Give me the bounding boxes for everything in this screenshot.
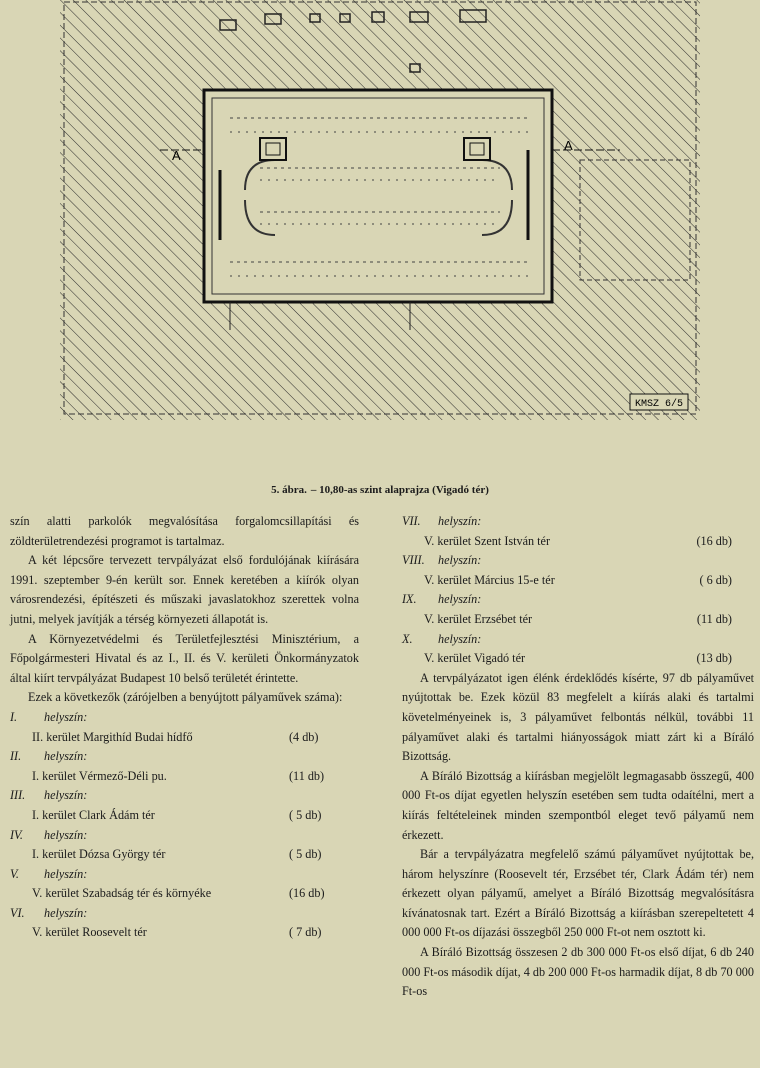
- left-paragraph-1: szín alatti parkolók megvalósítása forgalomcsillapítási és zöldterületrendezési programot is tartalmaz.: [10, 514, 359, 548]
- garage-outline: [204, 90, 552, 302]
- drawing-stamp: KMSZ 6/5: [635, 399, 684, 410]
- location-heading: III. helyszín:: [10, 788, 88, 803]
- location-heading: VII. helyszín:: [402, 514, 482, 528]
- location-item: V. kerület Roosevelt tér ( 7 db): [32, 925, 322, 940]
- figure-caption: [0, 484, 760, 496]
- left-paragraph-2: A két lépcsőre tervezett tervpályázat első fordulójának kiírására 1991. szeptember 9-én került sor. Ennek keretében a kiírók olyan városrendezési, építészeti és műszaki javaslatokhoz szerettek volna jutni, melyek javítják a térség környezeti állapotát is.: [10, 553, 359, 626]
- right-paragraph-3: Bár a tervpályázatra megfelelő számú pályaművet nyújtottak be, három helyszínre (Roosevelt tér, Erzsébet tér, Clark Ádám tér) nem érkezett olyan pályamű, amelyet a Bíráló Bizottság megvalósításra kívánatosnak tart. Ezért a Bíráló Bizottság a kiírásban szerepeltetett 4 000 000 Ft-os díjazási összegből 250 000 Ft-ot nem osztott ki.: [402, 847, 754, 940]
- location-item: V. kerület Vigadó tér (13 db): [424, 651, 732, 666]
- stair-core-left: [260, 138, 286, 160]
- left-paragraph-3: A Környezetvédelmi és Területfejlesztési Minisztérium, a Főpolgármesteri Hivatal és az I., II. és V. kerületi Önkormányzatok által kiírt tervpályázat Budapest 10 belső területét érintette.: [10, 631, 359, 685]
- location-item: I. kerület Vérmező-Déli pu. (11 db): [32, 768, 325, 783]
- section-label-right: A: [564, 138, 573, 153]
- caption-text: – 10,80-as szint alaprajza (Vigadó tér): [310, 484, 489, 496]
- right-paragraph-2: A Bíráló Bizottság a kiírásban megjelölt legmagasabb összegű, 400 000 Ft-os díjat egyetlen helyszín esetében sem tudta odaítélni, mert a kiírás feltételeinek minden szempontból eleget tevő pályamű nem érkezett.: [402, 768, 754, 842]
- location-item: I. kerület Dózsa György tér ( 5 db): [32, 847, 322, 862]
- caption-number: 5. ábra.: [271, 484, 307, 496]
- location-heading: X. helyszín:: [402, 631, 482, 646]
- location-list-right: [402, 512, 754, 669]
- location-heading: VI. helyszín:: [10, 905, 88, 920]
- location-heading: VIII. helyszín:: [402, 553, 482, 568]
- location-item: V. kerület Szent István tér (16 db): [424, 533, 732, 548]
- location-item: V. kerület Erzsébet tér (11 db): [424, 611, 732, 626]
- location-item: II. kerület Margithíd Budai hídfő (4 db): [32, 729, 319, 744]
- floor-plan-figure: [60, 0, 700, 420]
- location-item: V. kerület Szabadság tér és környéke (16 db): [32, 886, 325, 901]
- location-item: I. kerület Clark Ádám tér ( 5 db): [32, 807, 322, 822]
- section-label-left: A: [172, 148, 181, 163]
- location-heading: I. helyszín:: [10, 709, 88, 724]
- location-heading: IV. helyszín:: [10, 827, 88, 842]
- stair-core-right: [464, 138, 490, 160]
- location-heading: V. helyszín:: [10, 866, 88, 881]
- right-paragraph-1: A tervpályázatot igen élénk érdeklődés kísérte, 97 db pályaművet nyújtottak be. Ezek közül 83 megfelelt a kiírás alaki és tartalmi követelményeinek is, 3 pályaművet felbontás nélkül, további 11 pályaművet alaki és tartalmi hiányosságok miatt zárt ki a Bíráló Bizottság.: [402, 670, 754, 764]
- location-heading: II. helyszín:: [10, 749, 88, 764]
- location-heading: IX. helyszín:: [402, 592, 482, 607]
- location-list-left: [10, 708, 359, 943]
- left-column: [10, 512, 359, 943]
- right-column: [402, 512, 754, 1002]
- location-item: V. kerület Március 15-e tér ( 6 db): [424, 572, 732, 587]
- left-paragraph-4: Ezek a következők (zárójelben a benyújtott pályaművek száma):: [28, 690, 343, 705]
- right-paragraph-4: A Bíráló Bizottság összesen 2 db 300 000 Ft-os első díjat, 6 db 240 000 Ft-os második díjat, 4 db 200 000 Ft-os harmadik díjat, 8 db 70 000 Ft-os: [402, 945, 754, 999]
- floor-plan-drawing: [60, 0, 700, 420]
